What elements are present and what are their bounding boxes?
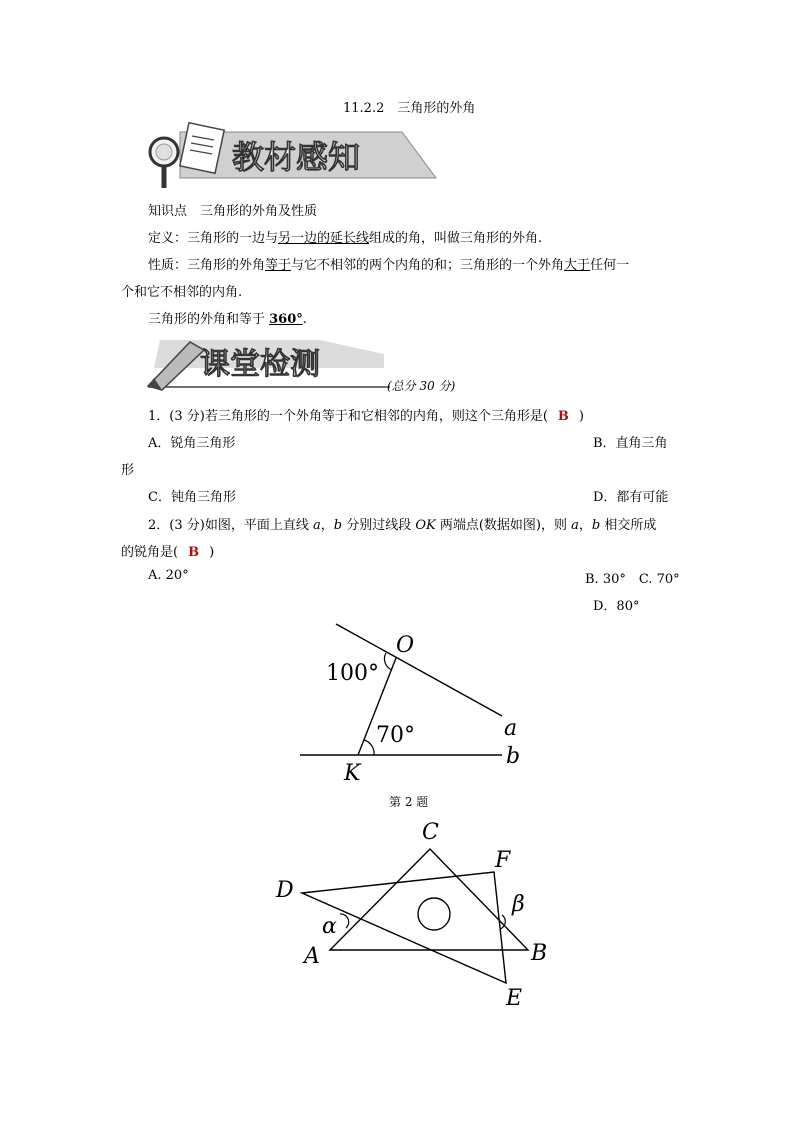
- property-line-2: 个和它不相邻的内角.: [121, 285, 243, 300]
- label-b: B: [531, 941, 548, 966]
- question-2-option-a: A. 20°: [148, 568, 189, 583]
- figure-triangles: [272, 815, 562, 1015]
- label-e: E: [506, 986, 523, 1011]
- exterior-angle-sum-line: 三角形的外角和等于 360°.: [148, 312, 307, 327]
- label-d: D: [276, 878, 294, 903]
- banner-title-1: 教材感知: [232, 138, 361, 176]
- question-1-option-b: B．直角三角: [593, 436, 668, 451]
- banner-textbook-perception: [140, 120, 440, 192]
- angle-arc-k: [364, 740, 374, 755]
- figure-2-caption: 第 2 题: [389, 795, 429, 809]
- angle-70-label: 70°: [376, 723, 415, 748]
- label-f: F: [495, 848, 511, 873]
- banner-title-2: 课堂检测: [200, 347, 320, 382]
- question-1-option-a: A．锐角三角形: [148, 436, 236, 451]
- label-alpha: α: [322, 914, 337, 939]
- label-o: O: [396, 633, 415, 658]
- property-line-1: 性质：三角形的外角等于与它不相邻的两个内角的和；三角形的一个外角大于任何一: [148, 258, 630, 273]
- banner-classroom-test: [140, 332, 400, 392]
- total-score: (总分 30 分): [387, 379, 456, 393]
- question-2-option-b-c: B. 30° C. 70°: [585, 572, 680, 587]
- figure-question-2: [290, 618, 530, 788]
- label-a: a: [504, 716, 518, 741]
- question-1-option-b-wrap: 形: [121, 463, 135, 478]
- label-k: K: [344, 761, 361, 786]
- label-beta: β: [512, 892, 525, 917]
- knowledge-point-heading: 知识点 三角形的外角及性质: [148, 204, 318, 219]
- question-2-answer: B: [188, 545, 200, 560]
- page-title: 11.2.2 三角形的外角: [343, 101, 476, 116]
- label-a: A: [304, 944, 320, 969]
- center-circle: [418, 898, 450, 930]
- question-2-option-d: D．80°: [593, 599, 640, 614]
- label-b: b: [506, 744, 521, 769]
- definition-line: 定义：三角形的一边与另一边的延长线组成的角，叫做三角形的外角.: [148, 231, 543, 246]
- question-1-answer: B: [557, 409, 569, 424]
- label-c: C: [422, 820, 439, 845]
- angle-100-label: 100°: [326, 661, 379, 686]
- angle-arc-o: [384, 653, 392, 670]
- question-2-stem-line-2: 的锐角是( B ): [121, 545, 215, 560]
- question-1-option-c: C．钝角三角形: [148, 490, 236, 505]
- angle-alpha-arc: [340, 914, 349, 928]
- question-1-option-d: D．都有可能: [593, 490, 669, 505]
- question-2-stem: 2．(3 分)如图，平面上直线 a，b 分别过线段 OK 两端点(数据如图)，则 a，b 相交所成: [148, 518, 657, 533]
- question-1-stem: 1．(3 分)若三角形的一个外角等于和它相邻的内角，则这个三角形是( B ): [148, 409, 584, 424]
